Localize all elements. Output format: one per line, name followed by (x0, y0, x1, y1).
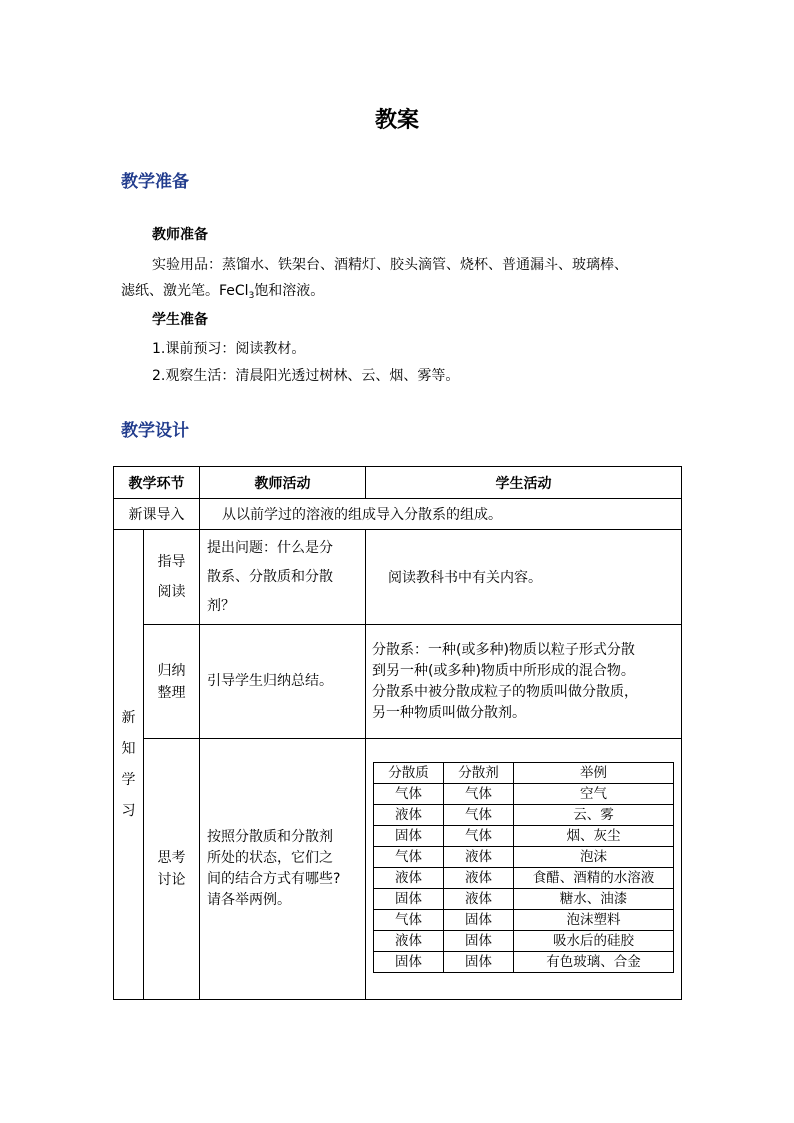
table-row (374, 805, 674, 826)
student-activity-line: 分散系：一种(或多种)物质以粒子形式分散 (372, 641, 635, 658)
teacher-activity-discussion (200, 739, 366, 1000)
teacher-prep-line2-text: 滤纸、激光笔。FeCl (121, 283, 249, 299)
table-cell: 吸水后的硅胶 (514, 931, 674, 952)
table-cell: 液体 (444, 847, 514, 868)
table-cell: 气体 (444, 784, 514, 805)
inner-header-cell: 分散剂 (444, 763, 514, 784)
section-heading-design: 教学设计 (121, 421, 189, 441)
group-label-cell (114, 530, 144, 1000)
table-cell: 云、雾 (514, 805, 674, 826)
inner-header-cell: 举例 (514, 763, 674, 784)
table-cell: 液体 (374, 868, 444, 889)
table-row-discussion (114, 739, 682, 1000)
table-cell: 气体 (374, 910, 444, 931)
teacher-activity-line: 请各举两例。 (207, 892, 291, 908)
sub-stage-text: 讨论 (157, 872, 186, 888)
teacher-prep-line2-tail: 饱和溶液。 (254, 283, 325, 299)
table-cell: 固体 (374, 952, 444, 973)
teacher-activity-summary: 引导学生归纳总结。 (200, 625, 366, 739)
lesson-design-table (113, 466, 682, 1000)
table-cell: 液体 (444, 889, 514, 910)
student-prep-heading: 学生准备 (152, 312, 208, 328)
section-heading-prep: 教学准备 (121, 172, 189, 192)
student-activity-line: 到另一种(或多种)物质中所形成的混合物。 (372, 662, 635, 679)
teacher-activity-line: 剂？ (207, 597, 235, 614)
teacher-prep-heading: 教师准备 (152, 227, 208, 243)
table-cell: 泡沫塑料 (514, 910, 674, 931)
header-teacher: 教师活动 (200, 467, 366, 499)
page-title: 教案 (374, 108, 419, 133)
teacher-prep-line1: 实验用品：蒸馏水、铁架台、酒精灯、胶头滴管、烧杯、普通漏斗、玻璃棒、 (152, 257, 628, 273)
table-cell: 液体 (374, 931, 444, 952)
subscript-3: 3 (248, 291, 255, 301)
table-cell: 泡沫 (514, 847, 674, 868)
table-cell: 食醋、酒精的水溶液 (514, 868, 674, 889)
group-label-char: 习 (121, 802, 136, 819)
teacher-activity-line: 所处的状态，它们之 (207, 850, 333, 866)
table-cell: 气体 (374, 847, 444, 868)
sub-stage-text: 阅读 (157, 584, 186, 600)
teacher-activity-line: 按照分散质和分散剂 (207, 829, 333, 845)
teacher-activity-line: 提出问题：什么是分 (207, 539, 333, 556)
table-cell: 空气 (514, 784, 674, 805)
intro-content: 从以前学过的溶液的组成导入分散系的组成。 (200, 499, 682, 530)
table-cell: 糖水、油漆 (514, 889, 674, 910)
header-stage: 教学环节 (114, 467, 200, 499)
teacher-activity-reading (200, 530, 366, 625)
table-row (374, 784, 674, 805)
student-prep-item2: 2.观察生活：清晨阳光透过树林、云、烟、雾等。 (152, 368, 460, 384)
student-activity-line: 另一种物质叫做分散剂。 (372, 704, 526, 721)
sub-stage-text: 归纳 (157, 662, 186, 679)
table-cell: 气体 (444, 805, 514, 826)
group-label-char: 知 (121, 740, 136, 757)
dispersion-examples-table (373, 762, 674, 973)
header-student: 学生活动 (366, 467, 682, 499)
dispersion-examples-body (374, 763, 674, 973)
table-row (374, 889, 674, 910)
table-cell: 固体 (444, 931, 514, 952)
inner-header-row (374, 763, 674, 784)
teacher-activity-line: 间的结合方式有哪些? (207, 871, 341, 887)
sub-stage-reading (144, 530, 200, 625)
teacher-prep-line2 (121, 278, 324, 309)
table-cell: 气体 (374, 784, 444, 805)
sub-stage-text: 整理 (157, 684, 186, 701)
table-row-summary (114, 625, 682, 739)
table-cell: 液体 (374, 805, 444, 826)
table-cell: 固体 (374, 826, 444, 847)
table-header-row (114, 467, 682, 499)
group-label (114, 703, 143, 827)
sub-stage-discussion (144, 739, 200, 1000)
student-activity-line: 分散系中被分散成粒子的物质叫做分散质， (372, 683, 638, 700)
table-row-reading (114, 530, 682, 625)
student-activity-reading: 阅读教科书中有关内容。 (366, 530, 682, 625)
sub-stage-text: 思考 (157, 850, 186, 866)
table-row (374, 826, 674, 847)
table-cell: 气体 (444, 826, 514, 847)
student-activity-discussion (366, 739, 682, 1000)
table-cell: 固体 (374, 889, 444, 910)
table-row (374, 847, 674, 868)
table-row-intro (114, 499, 682, 530)
sub-stage-summary (144, 625, 200, 739)
student-activity-summary (366, 625, 682, 739)
table-cell: 固体 (444, 952, 514, 973)
sub-stage-text: 指导 (157, 554, 186, 570)
student-prep-item1: 1.课前预习：阅读教材。 (152, 341, 306, 357)
inner-header-cell: 分散质 (374, 763, 444, 784)
table-row (374, 868, 674, 889)
table-row (374, 931, 674, 952)
table-cell: 有色玻璃、合金 (514, 952, 674, 973)
table-cell: 烟、灰尘 (514, 826, 674, 847)
teacher-activity-line: 散系、分散质和分散 (207, 568, 333, 585)
table-row (374, 952, 674, 973)
group-label-char: 新 (121, 709, 136, 726)
table-cell: 液体 (444, 868, 514, 889)
intro-stage: 新课导入 (114, 499, 200, 530)
table-row (374, 910, 674, 931)
group-label-char: 学 (121, 771, 136, 788)
table-cell: 固体 (444, 910, 514, 931)
